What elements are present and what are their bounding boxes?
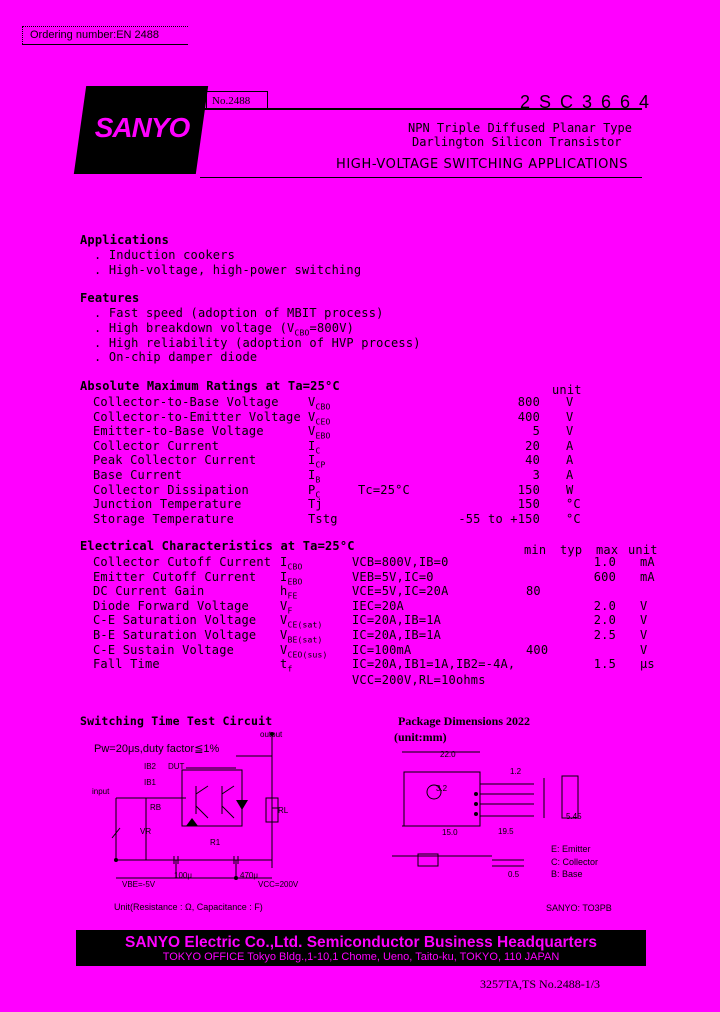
features-heading: Features — [80, 291, 140, 305]
circuit-label-r1: R1 — [210, 838, 221, 847]
abs-max-symbol — [308, 512, 338, 526]
circuit-label-ib1: IB1 — [144, 778, 157, 787]
abs-max-unit: °C — [566, 497, 581, 512]
abs-max-param-name: Collector Dissipation — [93, 482, 249, 497]
part-number: 2SC3664 — [520, 92, 659, 112]
ordering-box-left — [22, 26, 24, 44]
elec-condition: IC=100mA — [352, 642, 412, 657]
application-item: . High-voltage, high-power switching — [94, 263, 362, 277]
elec-condition: VCE=5V,IC=20A — [352, 584, 449, 599]
elec-unit: V — [640, 628, 648, 642]
abs-max-unit: V — [566, 424, 574, 439]
elec-symbol-main: t — [280, 657, 288, 672]
elec-symbol — [280, 657, 292, 673]
circuit-label-vbe: VBE=-5V — [122, 880, 156, 889]
elec-param-name: Diode Forward Voltage — [93, 598, 249, 613]
subtitle-line1: NPN Triple Diffused Planar Type — [408, 121, 632, 135]
abs-max-value: 400 — [517, 409, 540, 424]
abs-max-unit: °C — [566, 511, 581, 526]
circuit-label-c100: 100μ — [174, 871, 192, 880]
pin-label-emitter: E: Emitter — [551, 844, 591, 854]
fall-time-cond2: VCC=200V,RL=10ohms — [352, 673, 486, 687]
abs-max-unit: A — [566, 468, 574, 482]
package-dim-19-5: 19.5 — [498, 827, 514, 836]
elec-unit: μs — [640, 657, 655, 672]
elec-condition: IC=20A,IB1=1A,IB2=-4A, — [352, 657, 516, 672]
elec-unit: mA — [640, 569, 655, 584]
ordering-box-top — [22, 26, 188, 28]
feature-text: . High reliability (adoption of HVP process) — [94, 336, 421, 350]
abs-max-symbol-sub: EBO — [315, 431, 331, 441]
elec-param-name: C-E Sustain Voltage — [93, 642, 235, 657]
abs-max-unit: W — [566, 482, 574, 497]
elec-min: 400 — [526, 642, 549, 657]
elec-symbol-sub: CE(sat) — [287, 620, 323, 630]
abs-max-param-name: Base Current — [93, 468, 183, 482]
circuit-label-c470: 470μ — [240, 871, 258, 880]
circuit-label-vr: VR — [140, 827, 152, 836]
elec-max: 1.5 — [593, 657, 616, 672]
circuit-label-vcc: VCC=200V — [258, 880, 299, 889]
elec-param-name: DC Current Gain — [93, 584, 205, 599]
package-unit: (unit:mm) — [394, 730, 447, 744]
abs-max-unit-header: unit — [552, 383, 582, 397]
feature-text: . On-chip damper diode — [94, 350, 258, 364]
abs-max-symbol-main: I — [308, 438, 316, 453]
elec-max: 1.0 — [593, 555, 616, 569]
elec-symbol-main: V — [280, 642, 288, 657]
elec-param-name: Collector Cutoff Current — [93, 555, 272, 569]
elec-max: 2.0 — [593, 598, 616, 613]
elec-symbol-main: I — [280, 555, 288, 569]
abs-max-param-name: Collector Current — [93, 438, 220, 453]
abs-max-condition: Tc=25°C — [358, 482, 410, 497]
circuit-label-ib2: IB2 — [144, 762, 157, 771]
feature-text: =800V) — [309, 321, 355, 335]
feature-sub: CBO — [294, 328, 310, 338]
package-dim-0-5: 0.5 — [508, 870, 520, 879]
feature-item — [94, 350, 257, 364]
pin-label-base: B: Base — [551, 869, 583, 879]
abs-max-symbol-sub: CP — [315, 460, 326, 470]
switching-circuit-diagram — [86, 728, 306, 898]
circuit-label-rl: RL — [278, 806, 289, 815]
abs-max-symbol-main: V — [308, 409, 316, 424]
elec-symbol-main: V — [280, 628, 288, 642]
elec-unit: mA — [640, 555, 655, 569]
abs-max-param-name: Storage Temperature — [93, 511, 235, 526]
feature-text: . Fast speed (adoption of MBIT process) — [94, 306, 384, 320]
package-dim-22: 22.0 — [440, 750, 456, 759]
circuit-label-dut: DUT — [168, 762, 185, 771]
package-dim-3-2: 3.2 — [436, 784, 448, 793]
abs-max-symbol — [308, 497, 323, 511]
elec-symbol-main: V — [280, 598, 288, 613]
circuit-label-input: input — [92, 787, 110, 796]
unit-note: Unit(Resistance : Ω, Capacitance : F) — [114, 902, 263, 912]
elec-max: 600 — [593, 569, 616, 584]
elec-symbol-main: h — [280, 584, 288, 599]
elec-symbol-sub: BE(sat) — [287, 635, 323, 645]
footer-company: SANYO Electric Co.,Ltd. Semiconductor Business Headquarters — [124, 934, 597, 951]
abs-max-value: 5 — [532, 424, 540, 439]
elec-col-typ: typ — [560, 543, 583, 557]
feature-text: . High breakdown voltage (V — [94, 321, 295, 335]
abs-max-value: 20 — [525, 438, 540, 453]
elec-condition: VEB=5V,IC=0 — [352, 569, 434, 584]
abs-max-param-name: Emitter-to-Base Voltage — [93, 424, 264, 439]
elec-param-name: C-E Saturation Voltage — [93, 613, 257, 628]
elec-param-name: B-E Saturation Voltage — [93, 628, 257, 642]
package-dim-1-2: 1.2 — [510, 767, 522, 776]
abs-max-symbol-sub: CBO — [315, 402, 331, 412]
abs-max-unit: V — [566, 409, 574, 424]
subtitle-line2: Darlington Silicon Transistor — [412, 135, 622, 149]
elec-symbol-sub: CBO — [287, 562, 303, 572]
elec-symbol-sub: CEO(sus) — [287, 649, 328, 659]
ordering-number: Ordering number:EN 2488 — [30, 29, 160, 41]
feature-item — [94, 321, 354, 337]
feature-item — [94, 336, 421, 350]
abs-max-value: 800 — [517, 395, 540, 409]
abs-max-value: -55 to +150 — [458, 511, 540, 526]
abs-max-heading: Absolute Maximum Ratings at Ta=25°C — [80, 379, 340, 393]
abs-max-unit: A — [566, 438, 574, 453]
elec-unit: V — [640, 598, 648, 613]
abs-max-symbol-sub: C — [315, 446, 321, 456]
package-dim-5-45: 5.45 — [566, 812, 582, 821]
elec-symbol-sub: F — [287, 606, 293, 616]
elec-unit: V — [640, 642, 648, 657]
elec-col-min: min — [524, 543, 547, 557]
elec-condition: IC=20A,IB=1A — [352, 613, 442, 628]
page-code: 3257TA,TS No.2488-1/3 — [480, 977, 601, 991]
ordering-number-box — [22, 26, 188, 45]
elec-symbol-sub: EBO — [287, 576, 303, 586]
abs-max-param-name: Junction Temperature — [93, 497, 242, 512]
application-item: . Induction cookers — [94, 248, 236, 262]
abs-max-param-name: Collector-to-Base Voltage — [93, 395, 279, 409]
applications-heading: Applications — [80, 233, 170, 247]
abs-max-value: 150 — [517, 482, 540, 497]
elec-condition: VCB=800V,IB=0 — [352, 555, 449, 569]
elec-max: 2.0 — [593, 613, 616, 628]
doc-number: No.2488 — [212, 95, 251, 107]
abs-max-param-name: Collector-to-Emitter Voltage — [93, 409, 301, 424]
package-dim-15: 15.0 — [442, 828, 458, 837]
abs-max-value: 40 — [525, 453, 540, 468]
abs-max-symbol-main: I — [308, 453, 316, 468]
elec-symbol-sub: FE — [287, 591, 298, 601]
package-code: SANYO: TO3PB — [546, 903, 612, 913]
feature-item — [94, 306, 384, 320]
circuit-label-rb: RB — [150, 803, 162, 812]
elec-col-unit: unit — [628, 543, 658, 557]
abs-max-symbol-main: V — [308, 395, 316, 409]
abs-max-symbol-sub: B — [315, 475, 321, 485]
circuit-label-output: output — [260, 730, 283, 739]
elec-max: 2.5 — [593, 628, 616, 642]
abs-max-unit: A — [566, 453, 574, 468]
pin-label-collector: C: Collector — [551, 857, 599, 867]
abs-max-value: 3 — [532, 468, 540, 482]
elec-heading: Electrical Characteristics at Ta=25°C — [80, 539, 355, 553]
abs-max-unit: V — [566, 395, 574, 409]
elec-min: 80 — [526, 584, 541, 599]
elec-symbol-main: V — [280, 613, 288, 628]
elec-unit: V — [640, 613, 648, 628]
elec-col-max: max — [596, 543, 619, 557]
abs-max-symbol-main: P — [308, 482, 316, 497]
elec-condition: IEC=20A — [352, 598, 404, 613]
switching-heading: Switching Time Test Circuit — [80, 714, 273, 728]
elec-symbol-main: I — [280, 569, 288, 584]
elec-symbol-sub: f — [287, 664, 293, 674]
elec-condition: IC=20A,IB=1A — [352, 628, 442, 642]
footer-address: TOKYO OFFICE Tokyo Bldg.,1-10,1 Chome, Ueno, Taito-ku, TOKYO, 110 JAPAN — [162, 951, 560, 963]
abs-max-symbol-sub: CEO — [315, 416, 331, 426]
abs-max-symbol-sub: C — [315, 489, 321, 499]
pulse-width-note: Pw=20μs,duty factor≦1% — [94, 743, 220, 755]
abs-max-symbol-main: I — [308, 468, 316, 482]
abs-max-param-name: Peak Collector Current — [93, 453, 257, 468]
package-heading: Package Dimensions 2022 — [398, 714, 530, 728]
elec-param-name: Fall Time — [93, 657, 160, 672]
elec-param-name: Emitter Cutoff Current — [93, 569, 257, 584]
sanyo-logo-text: SANYO — [94, 112, 190, 143]
abs-max-symbol-main: V — [308, 424, 316, 439]
abs-max-symbol-main: Tj — [308, 497, 323, 512]
abs-max-value: 150 — [517, 497, 540, 512]
abs-max-symbol-main: Tstg — [308, 511, 338, 526]
application-title: HIGH-VOLTAGE SWITCHING APPLICATIONS — [336, 157, 629, 172]
header-bottom-line — [200, 177, 642, 178]
